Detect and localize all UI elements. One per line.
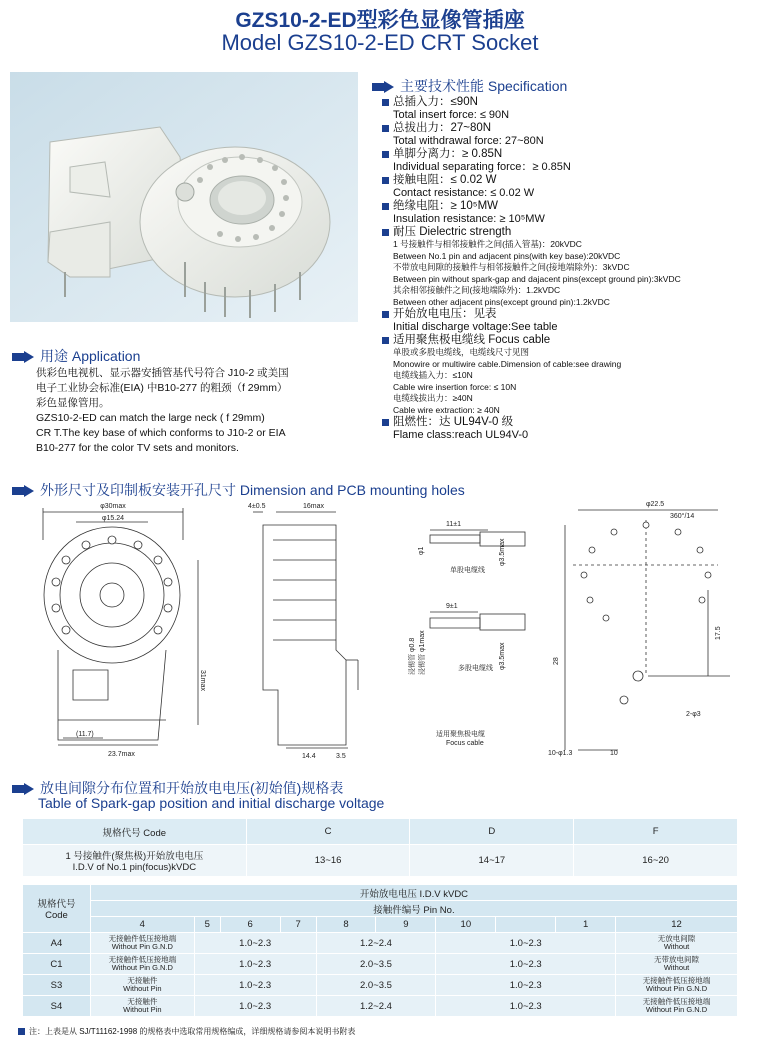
bullet-icon (382, 99, 389, 106)
table-cell (616, 954, 738, 975)
flame-class-en: Flame class:reach UL94V-0 (393, 429, 529, 441)
dim-label: φ22.5 (646, 501, 665, 508)
table-cell (616, 996, 738, 1017)
spec-list (382, 96, 757, 442)
dielectric-line: Between other adjacent pins(except ground pin):1.2kVDC (393, 296, 610, 307)
pin-header: 6 (220, 917, 280, 933)
title-english: Model GZS10-2-ED CRT Socket (221, 30, 539, 55)
cell-en: Without (663, 942, 690, 951)
focus-cable-line: 电缆线拔出力：≥40N (393, 393, 473, 403)
dim-label: 浸锡管 φ0.8 (409, 637, 416, 675)
dimension-heading-text: 外形尺寸及印制板安装开孔尺寸 Dimension and PCB mounting holes (40, 482, 465, 498)
section-arrow-icon (12, 484, 34, 496)
dim-label: φ1 (418, 546, 425, 555)
dim-label: 10 (610, 750, 618, 757)
spec-item-cn: 单脚分离力：≥ 0.85N (393, 148, 503, 160)
pin-header: 7 (280, 917, 316, 933)
application-line: 供彩色电视机、显示器安插管基代号符合 J10-2 或美国 (36, 367, 289, 379)
dielectric-line: Between No.1 pin and adjacent pins(with key base):20kVDC (393, 250, 621, 261)
table-cell: 16~20 (574, 845, 738, 877)
table-cell: 1.0~2.3 (436, 954, 616, 975)
cell-en: Without (663, 963, 690, 972)
dim-label: φ3.5max (499, 642, 506, 670)
table-cell (616, 975, 738, 996)
table-cell: 2.0~3.5 (316, 975, 436, 996)
dim-label: 单股电缆线 (450, 567, 485, 574)
spec-heading (372, 76, 567, 96)
spec-item-en: Contact resistance: ≤ 0.02 W (393, 187, 535, 199)
cell-en: Without Pin (123, 984, 162, 993)
focus-cable-line: Cable wire extraction: ≥ 40N (393, 404, 500, 415)
application-line: B10-277 for the color TV sets and monitors. (36, 442, 239, 454)
footnote (18, 1026, 355, 1037)
pin-header (496, 917, 556, 933)
initial-discharge-en: Initial discharge voltage:See table (393, 321, 558, 333)
row-label-cn: 1 号接触件(聚焦极)开始放电电压 (65, 851, 204, 862)
focus-cable-line: 单股或多股电缆线，电缆线尺寸见图 (393, 347, 530, 357)
table-header-cell: 规格代号 Code (23, 819, 247, 845)
table-header-cell: F (574, 819, 738, 845)
cell-en: Without Pin G.N.D (111, 963, 173, 972)
table-header-cell: D (410, 819, 574, 845)
bullet-icon (382, 337, 389, 344)
dielectric-line: 1 号接触件与相邻接触件之间(插入管基)：20kVDC (393, 239, 582, 249)
dielectric-line: 不带放电间隙的接触件与相邻接触件之间(接地端除外)：3kVDC (393, 262, 630, 272)
section-arrow-icon (12, 350, 34, 362)
table-row-label (23, 845, 247, 877)
table-cell: 14~17 (410, 845, 574, 877)
section-arrow-icon (12, 782, 34, 794)
bullet-icon (382, 229, 389, 236)
application-line: 彩色显像管用。 (36, 397, 110, 409)
focus-cable-title: 适用聚焦极电缆线 Focus cable (393, 334, 551, 346)
cell-cn: 无带放电间隙 (654, 955, 700, 964)
pin-header: 4 (90, 917, 194, 933)
spec-item-cn: 接触电阻：≤ 0.02 W (393, 174, 497, 186)
footnote-text: 注：上表是从 SJ/T11162-1998 的规格表中选取常用规格编成，详细规格请参阅本说明书附表 (29, 1027, 356, 1036)
row-code: A4 (23, 933, 91, 954)
dim-label: 16max (303, 503, 325, 510)
dim-label: 浸锡管 φ1max (419, 630, 426, 675)
spec-item-en: Insulation resistance: ≥ 10⁵MW (393, 213, 545, 225)
table-row (23, 996, 738, 1017)
table-cell: 2.0~3.5 (316, 954, 436, 975)
spec-heading-text: 主要技术性能 Specification (400, 78, 568, 94)
row-code: C1 (23, 954, 91, 975)
focus-voltage-table (22, 818, 738, 877)
pin-header: 8 (316, 917, 376, 933)
table-row (23, 933, 738, 954)
application-line: GZS10-2-ED can match the large neck ( f 29mm) (36, 412, 265, 424)
dimension-drawing (18, 500, 748, 765)
dim-label: 31max (199, 670, 206, 692)
table-header-cell: C (246, 819, 410, 845)
dim-label: 3.5 (336, 753, 346, 760)
application-line: 电子工业协会标准(EIA) 中B10-277 的粗颈（f 29mm） (36, 382, 288, 394)
bullet-icon (382, 177, 389, 184)
table-cell: 1.0~2.3 (436, 933, 616, 954)
cell-cn: 无接触件低压接地端 (642, 997, 711, 1006)
table-cell: 1.0~2.3 (194, 975, 316, 996)
table-cell: 1.0~2.3 (194, 996, 316, 1017)
initial-discharge-cn: 开始放电电压：见表 (393, 308, 497, 320)
dim-label: φ15.24 (101, 515, 125, 522)
bullet-icon (18, 1028, 25, 1035)
bullet-icon (382, 125, 389, 132)
code-header-en: Code (45, 910, 68, 921)
table-cell: 13~16 (246, 845, 410, 877)
flame-class-cn: 阻燃性：达 UL94V-0 级 (393, 416, 514, 428)
dim-label: 4±0.5 (248, 503, 266, 510)
dim-label: 9±1 (446, 603, 458, 610)
bullet-icon (382, 151, 389, 158)
title-chinese: GZS10-2-ED型彩色显像管插座 (235, 9, 525, 32)
cell-en: Without Pin G.N.D (645, 1005, 708, 1014)
application-line: CR T.The key base of which conforms to J10-2 or EIA (36, 427, 286, 439)
row-label-en: I.D.V of No.1 pin(focus)kVDC (72, 862, 197, 873)
dim-label: 10-φ1.3 (548, 750, 573, 757)
dim-label: 14.4 (302, 753, 316, 760)
pin-no-header: 接触件编号 Pin No. (90, 901, 737, 917)
cell-cn: 无接触件 (127, 997, 158, 1006)
dielectric-line: 其余相邻接触件之间(接地端除外)：1.2kVDC (393, 285, 561, 295)
pin-header: 5 (194, 917, 220, 933)
spec-item-cn: 总拔出力：27~80N (393, 122, 492, 134)
focus-cable-line: Monowire or multiwire cable.Dimension of cable:see drawing (393, 358, 622, 369)
dim-label: 2-φ3 (686, 711, 701, 718)
dim-label: 适用聚焦极电缆 (436, 731, 485, 738)
spec-item-cn: 绝缘电阻：≥ 10⁵MW (393, 200, 498, 212)
cell-cn: 无接触件低压接地端 (108, 934, 177, 943)
bullet-icon (382, 419, 389, 426)
dielectric-title: 耐压 Dielectric strength (393, 226, 512, 238)
dim-label: φ3.5max (499, 538, 506, 566)
table-heading-cn: 放电间隙分布位置和开始放电电压(初始值)规格表 (40, 780, 344, 796)
dim-label: 23.7max (108, 751, 135, 758)
row-code: S3 (23, 975, 91, 996)
bullet-icon (382, 311, 389, 318)
cell-en: Without Pin G.N.D (111, 942, 173, 951)
pin-header: 12 (616, 917, 738, 933)
dim-label: 11±1 (446, 521, 462, 528)
spark-gap-table (22, 884, 738, 1017)
cell-cn: 无接触件低压接地端 (642, 976, 711, 985)
focus-cable-line: 电缆线插入力：≤10N (393, 370, 473, 380)
table-cell (90, 975, 194, 996)
table-cell: 1.0~2.3 (436, 996, 616, 1017)
cell-cn: 无接触件低压接地端 (108, 955, 177, 964)
spec-item-en: Total withdrawal force: 27~80N (393, 135, 544, 147)
table-cell: 1.0~2.3 (194, 933, 316, 954)
dim-label: 17.5 (715, 626, 722, 640)
product-photo (10, 72, 358, 322)
pin-header: 1 (556, 917, 616, 933)
table-row (23, 954, 738, 975)
dim-label: 28 (553, 657, 560, 665)
pin-header: 9 (376, 917, 436, 933)
cell-cn: 无放电间隙 (657, 934, 696, 943)
dim-label: (11.7) (76, 731, 94, 738)
dim-label: Focus cable (446, 740, 484, 747)
application-heading (12, 346, 372, 366)
table-cell: 1.2~2.4 (316, 933, 436, 954)
idv-header: 开始放电电压 I.D.V kVDC (90, 885, 737, 901)
focus-cable-line: Cable wire insertion force: ≤ 10N (393, 381, 517, 392)
code-header (23, 885, 91, 933)
application-heading-text: 用途 Application (40, 348, 141, 364)
application-text (36, 366, 381, 456)
spec-item-en: Individual separating force：≥ 0.85N (393, 161, 571, 173)
spec-item-en: Total insert force: ≤ 90N (393, 109, 510, 121)
dimension-heading (12, 480, 465, 500)
code-header-cn: 规格代号 (37, 899, 76, 910)
table-cell: 1.0~2.3 (436, 975, 616, 996)
table-cell: 1.2~2.4 (316, 996, 436, 1017)
cell-cn: 无接触件 (127, 976, 158, 985)
table-heading-en: Table of Spark-gap position and initial discharge voltage (38, 795, 385, 811)
table-row (23, 975, 738, 996)
dielectric-line: Between pin without spark-gap and dajacent pins(except ground pin):3kVDC (393, 273, 681, 284)
table-cell: 1.0~2.3 (194, 954, 316, 975)
table-cell (90, 954, 194, 975)
section-arrow-icon (372, 80, 394, 92)
row-code: S4 (23, 996, 91, 1017)
dim-label: φ30max (100, 503, 126, 510)
cell-en: Without Pin (123, 1005, 162, 1014)
table-cell (90, 996, 194, 1017)
table-cell (90, 933, 194, 954)
bullet-icon (382, 203, 389, 210)
spec-item-cn: 总插入力：≤90N (393, 96, 478, 108)
cell-en: Without Pin G.N.D (645, 984, 708, 993)
dim-label: 360°/14 (670, 513, 695, 520)
table-cell (616, 933, 738, 954)
pin-header: 10 (436, 917, 496, 933)
dim-label: 多股电缆线 (458, 665, 493, 672)
